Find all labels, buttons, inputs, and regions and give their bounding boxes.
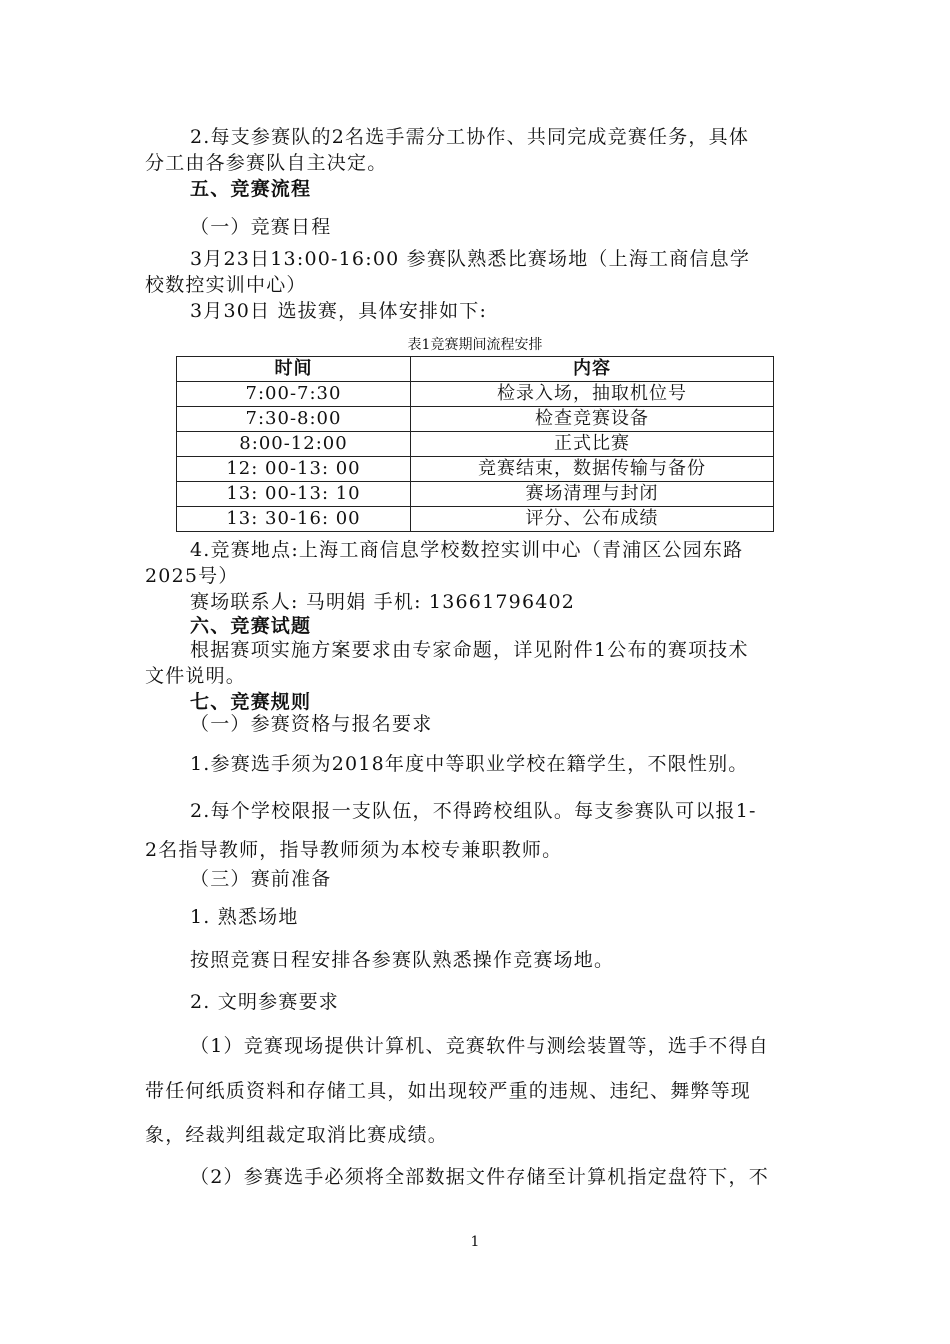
header-time: 时间	[177, 357, 411, 382]
paragraph-line: 3月23日13:00-16:00 参赛队熟悉比赛场地（上海工商信息学	[190, 248, 751, 270]
page-number: 1	[470, 1234, 480, 1250]
subsection-heading: （三）赛前准备	[190, 868, 332, 890]
paragraph-line: 按照竞赛日程安排各参赛队熟悉操作竞赛场地。	[190, 949, 615, 971]
paragraph-line: 3月30日 选拔赛，具体安排如下:	[190, 300, 488, 322]
paragraph-line: （1）竞赛现场提供计算机、竞赛软件与测绘装置等，选手不得自	[190, 1035, 769, 1057]
paragraph-line: 2名指导教师，指导教师须为本校专兼职教师。	[145, 839, 563, 861]
paragraph-line: 文件说明。	[145, 665, 247, 687]
paragraph-line: 校数控实训中心）	[145, 274, 307, 296]
content-cell: 检录入场，抽取机位号	[411, 382, 774, 407]
time-cell: 7:30-8:00	[177, 407, 411, 432]
paragraph-line: 分工由各参赛队自主决定。	[145, 152, 388, 174]
table-row	[177, 382, 774, 407]
section-heading: 七、竞赛规则	[190, 691, 312, 713]
paragraph-line: 1. 熟悉场地	[190, 906, 299, 928]
paragraph-line: 带任何纸质资料和存储工具，如出现较严重的违规、违纪、舞弊等现	[145, 1080, 752, 1102]
section-heading: 六、竞赛试题	[190, 615, 312, 637]
content-cell: 赛场清理与封闭	[411, 482, 774, 507]
table-header-row	[177, 357, 774, 382]
table-caption: 表1竞赛期间流程安排	[407, 337, 543, 353]
paragraph-line: 根据赛项实施方案要求由专家命题，详见附件1公布的赛项技术	[190, 639, 749, 661]
content-cell: 检查竞赛设备	[411, 407, 774, 432]
paragraph-line: 4.竞赛地点:上海工商信息学校数控实训中心（青浦区公园东路	[190, 539, 744, 561]
content-cell: 正式比赛	[411, 432, 774, 457]
schedule-table	[176, 356, 774, 532]
time-cell: 8:00-12:00	[177, 432, 411, 457]
table-row	[177, 457, 774, 482]
paragraph-line: 2.每支参赛队的2名选手需分工协作、共同完成竞赛任务，具体	[190, 126, 750, 148]
header-content: 内容	[411, 357, 774, 382]
paragraph-line: （2）参赛选手必须将全部数据文件存储至计算机指定盘符下，不	[190, 1166, 769, 1188]
content-cell: 评分、公布成绩	[411, 507, 774, 532]
subsection-heading: （一）竞赛日程	[190, 216, 332, 238]
time-cell: 13: 00-13: 10	[177, 482, 411, 507]
content-cell: 竞赛结束，数据传输与备份	[411, 457, 774, 482]
table-row	[177, 407, 774, 432]
paragraph-line: 2025号）	[145, 565, 239, 587]
time-cell: 13: 30-16: 00	[177, 507, 411, 532]
table-row	[177, 507, 774, 532]
subsection-heading: （一）参赛资格与报名要求	[190, 713, 433, 735]
paragraph-line: 2. 文明参赛要求	[190, 991, 339, 1013]
paragraph-line: 2.每个学校限报一支队伍，不得跨校组队。每支参赛队可以报1-	[190, 800, 757, 822]
section-heading: 五、竞赛流程	[190, 178, 312, 200]
time-cell: 12: 00-13: 00	[177, 457, 411, 482]
time-cell: 7:00-7:30	[177, 382, 411, 407]
paragraph-line: 象，经裁判组裁定取消比赛成绩。	[145, 1124, 449, 1146]
table-row	[177, 432, 774, 457]
contact-line: 赛场联系人: 马明娟 手机: 13661796402	[190, 591, 576, 613]
paragraph-line: 1.参赛选手须为2018年度中等职业学校在籍学生，不限性别。	[190, 753, 749, 775]
table-row	[177, 482, 774, 507]
